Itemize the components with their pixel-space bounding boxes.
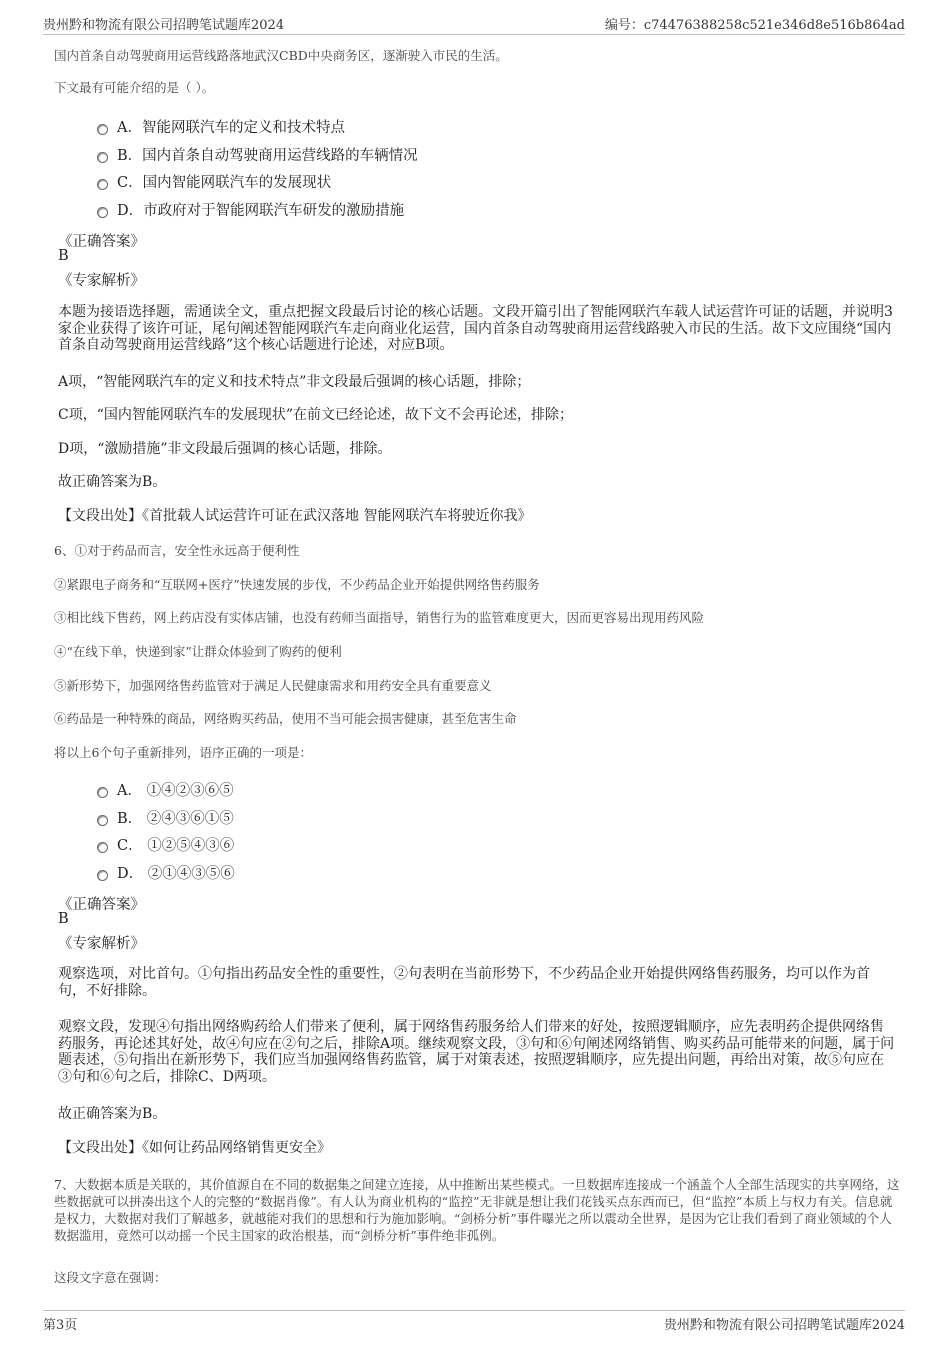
q6-sentence-3: ③相比线下售药，网上药店没有实体店铺，也没有药师当面指导，销售行为的监管难度更大，因而更容易出现用药风险 — [54, 610, 705, 625]
q6-option-a-label: A． ①④②③⑥⑤ — [117, 783, 234, 799]
q5-analysis-p4: D项，“激励措施”非文段最后强调的核心话题，排除。 — [58, 441, 392, 457]
footer-rule — [43, 1310, 905, 1311]
footer-title: 贵州黔和物流有限公司招聘笔试题库2024 — [663, 1318, 905, 1333]
q5-analysis-p5: 故正确答案为B。 — [58, 474, 167, 490]
q5-analysis-label: 《专家解析》 — [58, 273, 145, 289]
q5-option-c-label: C．国内智能网联汽车的发展现状 — [117, 175, 332, 191]
q5-option-a[interactable] — [97, 116, 345, 137]
radio-icon[interactable] — [97, 842, 108, 853]
radio-icon[interactable] — [97, 870, 108, 881]
q5-option-b-label: B．国内首条自动驾驶商用运营线路的车辆情况 — [117, 148, 418, 164]
q5-answer-label: 《正确答案》 — [58, 234, 145, 250]
q6-analysis-label: 《专家解析》 — [58, 936, 145, 952]
q5-passage-tail: 国内首条自动驾驶商用运营线路落地武汉CBD中央商务区，逐渐驶入市民的生活。 — [54, 48, 508, 63]
q5-option-d-label: D．市政府对于智能网联汽车研发的激励措施 — [117, 203, 405, 219]
q6-sentence-2: ②紧跟电子商务和“互联网+医疗”快速发展的步伐，不少药品企业开始提供网络售药服务 — [54, 577, 540, 592]
radio-icon[interactable] — [97, 815, 108, 826]
q6-option-d[interactable] — [97, 862, 235, 883]
q7-passage: 7、大数据本质是关联的，其价值源自在不同的数据集之间建立连接，从中推断出某些模式。一旦数据库连接成一个涵盖个人全部生活现实的共享网络，这些数据就可以拼凑出这个人的完整的“数据肖像”。有人认为商业机构的“监控”无非就是想让我们花钱买点东西而已，但“监控”本质上与权力有关。信息就是权力，大数据对我们了解越多，就越能对我们的思想和行为施加影响。“剑桥分析”事件曝光之所以震动全世界，是因为它让我们看到了商业领域的个人数据滥用，竟然可以动摇一个民主国家的政治根基，而“剑桥分析”事件绝非孤例。 — [54, 1177, 900, 1243]
page-number: 第3页 — [43, 1318, 78, 1333]
q6-sentence-5: ⑤新形势下，加强网络售药监管对于满足人民健康需求和用药安全具有重要意义 — [54, 678, 492, 693]
q6-option-b-label: B． ②④③⑥①⑤ — [117, 811, 234, 827]
q6-sentence-6: ⑥药品是一种特殊的商品，网络购买药品，使用不当可能会损害健康，甚至危害生命 — [54, 711, 517, 726]
q5-option-c[interactable] — [97, 171, 331, 192]
q5-option-b[interactable] — [97, 144, 418, 165]
q5-question: 下文最有可能介绍的是（ ）。 — [54, 80, 215, 95]
header-title: 贵州黔和物流有限公司招聘笔试题库2024 — [43, 18, 285, 33]
q6-analysis-p1: 观察选项，对比首句。①句指出药品安全性的重要性，②句表明在当前形势下，不少药品企业开始提供网络售药服务，均可以作为首句，不好排除。 — [58, 966, 870, 999]
q5-analysis-p1: 本题为接语选择题，需通读全文，重点把握文段最后讨论的核心话题。文段开篇引出了智能网联汽车载人试运营许可证的话题，并说明3家企业获得了该许可证，尾句阐述智能网联汽车走向商业化运营，国内首条自动驾驶商用运营线路驶入市民的生活。故下文应围绕“国内首条自动驾驶商用运营线路”这个核心话题进行论述，对应B项。 — [58, 304, 893, 353]
radio-icon[interactable] — [97, 152, 108, 163]
q5-option-d[interactable] — [97, 199, 404, 220]
q5-analysis-p2: A项，“智能网联汽车的定义和技术特点”非文段最后强调的核心话题，排除； — [58, 374, 531, 390]
q6-answer: B — [58, 911, 69, 927]
q6-analysis-p3: 故正确答案为B。 — [58, 1106, 167, 1122]
radio-icon[interactable] — [97, 179, 108, 190]
q5-answer: B — [58, 248, 69, 264]
q6-question: 将以上6个句子重新排列，语序正确的一项是： — [54, 745, 312, 760]
radio-icon[interactable] — [97, 124, 108, 135]
q6-option-c-label: C． ①②⑤④③⑥ — [117, 838, 235, 854]
q6-source: 【文段出处】《如何让药品网络销售更安全》 — [58, 1140, 331, 1156]
q5-source: 【文段出处】《首批载人试运营许可证在武汉落地 智能网联汽车将驶近你我》 — [58, 508, 532, 524]
q6-sentence-1: 6、①对于药品而言，安全性永远高于便利性 — [54, 543, 300, 558]
q7-question: 这段文字意在强调： — [54, 1270, 167, 1285]
header-rule — [43, 34, 905, 35]
q6-sentence-4: ④“在线下单，快递到家”让群众体验到了购药的便利 — [54, 644, 342, 659]
document-id: 编号：c74476388258c521e346d8e516b864ad — [604, 18, 905, 33]
q6-option-d-label: D． ②①④③⑤⑥ — [117, 866, 235, 882]
q6-option-b[interactable] — [97, 807, 234, 828]
q5-option-a-label: A．智能网联汽车的定义和技术特点 — [117, 120, 345, 136]
radio-icon[interactable] — [97, 787, 108, 798]
q6-answer-label: 《正确答案》 — [58, 897, 145, 913]
radio-icon[interactable] — [97, 207, 108, 218]
q6-analysis-p2: 观察文段，发现④句指出网络购药给人们带来了便利，属于网络售药服务给人们带来的好处，按照逻辑顺序，应先表明药企提供网络售药服务，再论述其好处，故④句应在②句之后，排除A项。继续观察文段，③句和⑥句阐述网络销售、购买药品可能带来的问题，属于问题表述，⑤句指出在新形势下，我们应当加强网络售药监管，属于对策表述，按照逻辑顺序，应先提出问题，再给出对策，故⑤句应在③句和⑥句之后，排除C、D两项。 — [58, 1019, 895, 1085]
q6-option-c[interactable] — [97, 834, 234, 855]
q6-option-a[interactable] — [97, 779, 234, 800]
q5-analysis-p3: C项，“国内智能网联汽车的发展现状”在前文已经论述，故下文不会再论述，排除； — [58, 407, 574, 423]
